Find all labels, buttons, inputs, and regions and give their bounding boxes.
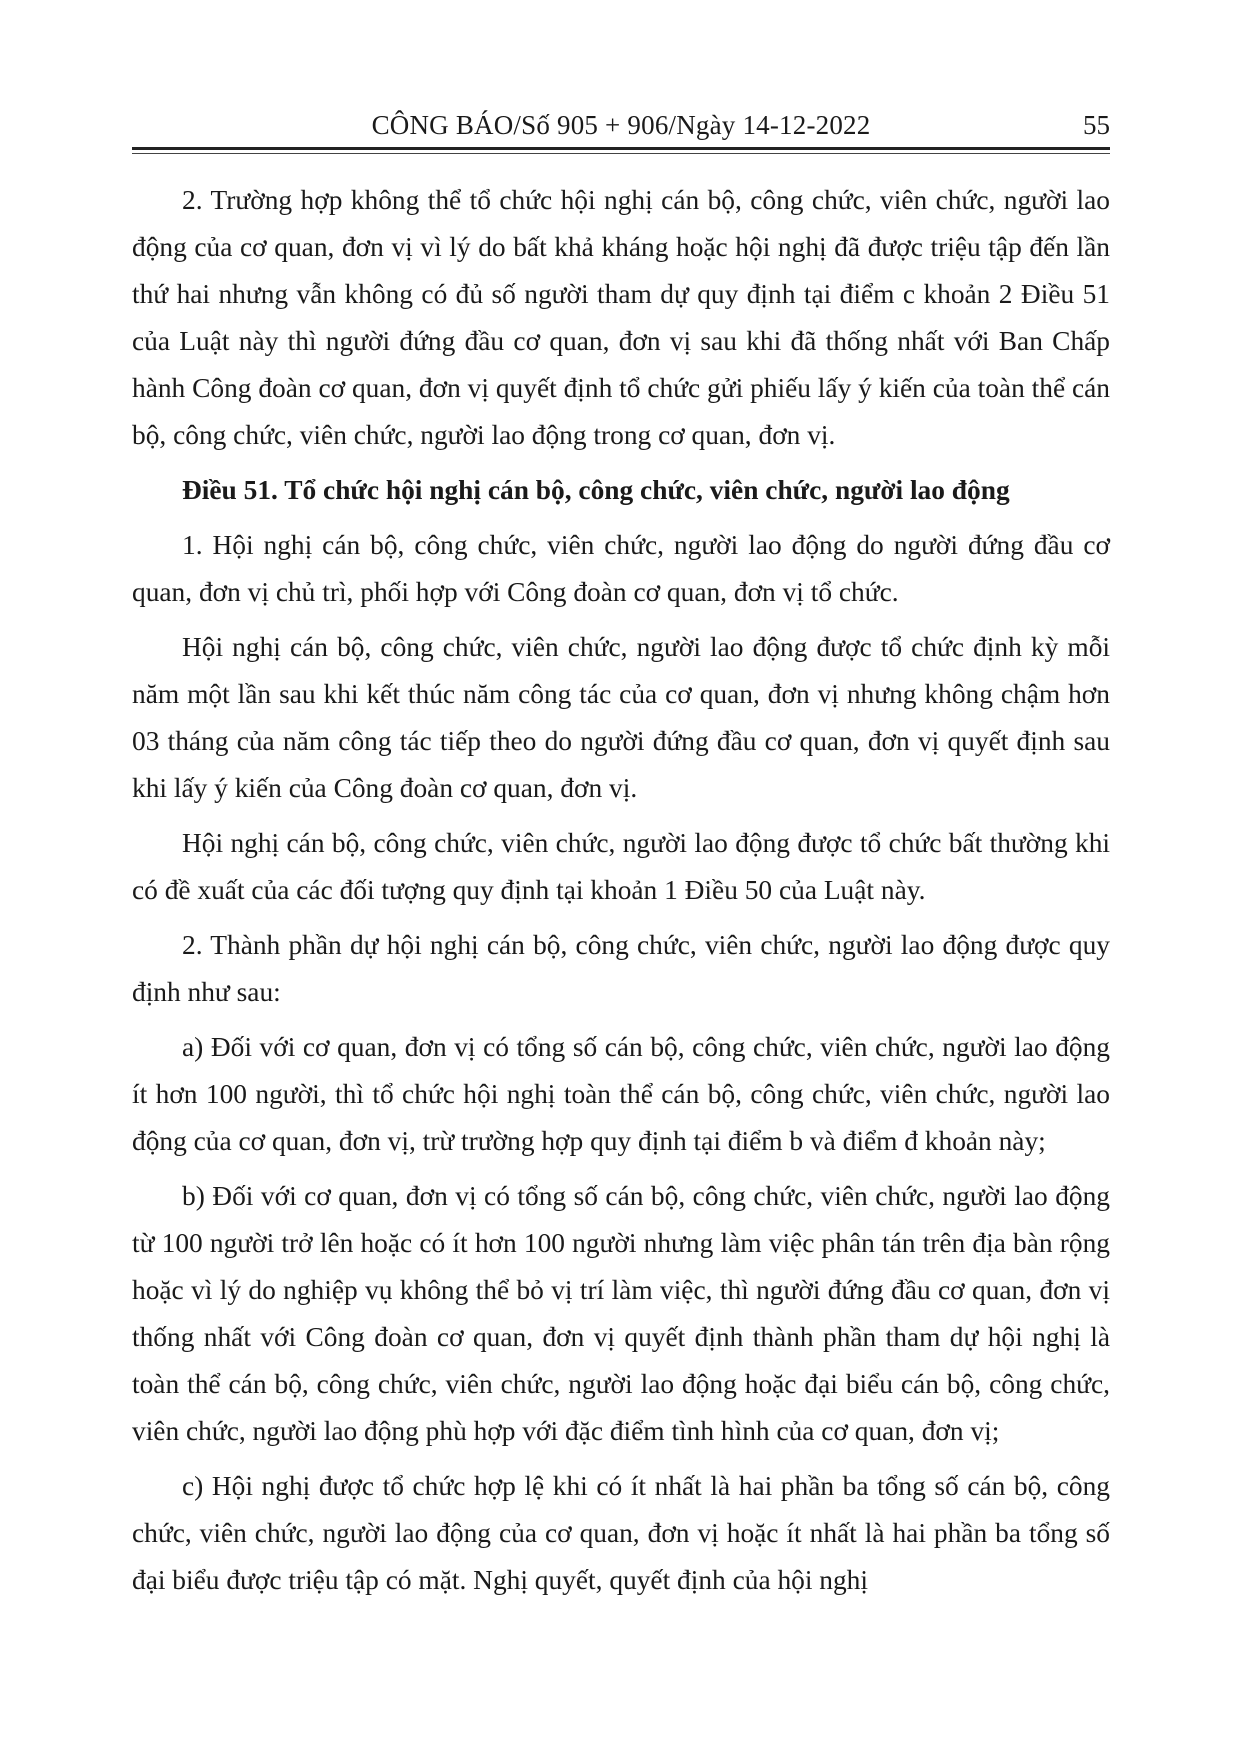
paragraph-clause-2: 2. Thành phần dự hội nghị cán bộ, công chức, viên chức, người lao động được quy định như sau: xyxy=(132,930,1110,1007)
paragraph-clause-1: 1. Hội nghị cán bộ, công chức, viên chức, người lao động do người đứng đầu cơ quan, đơn vị chủ trì, phối hợp với Công đoàn cơ quan, đơn vị tổ chức. xyxy=(132,530,1110,607)
paragraph-point-b: b) Đối với cơ quan, đơn vị có tổng số cán bộ, công chức, viên chức, người lao động từ 100 người trở lên hoặc có ít hơn 100 người nhưng làm việc phân tán trên địa bàn rộng hoặc vì lý do nghiệp vụ không thể bỏ vị trí làm việc, thì người đứng đầu cơ quan, đơn vị thống nhất với Công đoàn cơ quan, đơn vị quyết định thành phần tham dự hội nghị là toàn thể cán bộ, công chức, viên chức, người lao động hoặc đại biểu cán bộ, công chức, viên chức, người lao động phù hợp với đặc điểm tình hình của cơ quan, đơn vị; xyxy=(132,1181,1110,1446)
header-rule-thin xyxy=(132,153,1110,154)
paragraph-clause-2-art-50: 2. Trường hợp không thể tổ chức hội nghị cán bộ, công chức, viên chức, người lao động của cơ quan, đơn vị vì lý do bất khả kháng hoặc hội nghị đã được triệu tập đến lần thứ hai nhưng vẫn không có đủ số người tham dự quy định tại điểm c khoản 2 Điều 51 của Luật này thì người đứng đầu cơ quan, đơn vị sau khi đã thống nhất với Ban Chấp hành Công đoàn cơ quan, đơn vị quyết định tổ chức gửi phiếu lấy ý kiến của toàn thể cán bộ, công chức, viên chức, người lao động trong cơ quan, đơn vị. xyxy=(132,185,1110,450)
gazette-header-title: CÔNG BÁO/Số 905 + 906/Ngày 14-12-2022 xyxy=(371,110,871,140)
paragraph-periodic-conference: Hội nghị cán bộ, công chức, viên chức, người lao động được tổ chức định kỳ mỗi năm một lần sau khi kết thúc năm công tác của cơ quan, đơn vị nhưng không chậm hơn 03 tháng của năm công tác tiếp theo do người đứng đầu cơ quan, đơn vị quyết định sau khi lấy ý kiến của Công đoàn cơ quan, đơn vị. xyxy=(132,632,1110,803)
paragraph-point-a: a) Đối với cơ quan, đơn vị có tổng số cán bộ, công chức, viên chức, người lao động ít hơn 100 người, thì tổ chức hội nghị toàn thể cán bộ, công chức, viên chức, người lao động của cơ quan, đơn vị, trừ trường hợp quy định tại điểm b và điểm đ khoản này; xyxy=(132,1032,1110,1156)
header-rule-thick xyxy=(132,147,1110,150)
article-51-heading: Điều 51. Tổ chức hội nghị cán bộ, công chức, viên chức, người lao động xyxy=(182,475,1010,505)
paragraph-point-c: c) Hội nghị được tổ chức hợp lệ khi có ít nhất là hai phần ba tổng số cán bộ, công chức, viên chức, người lao động của cơ quan, đơn vị hoặc ít nhất là hai phần ba tổng số đại biểu được triệu tập có mặt. Nghị quyết, quyết định của hội nghị xyxy=(132,1471,1110,1595)
page-number: 55 xyxy=(1083,110,1110,140)
paragraph-extraordinary-conference: Hội nghị cán bộ, công chức, viên chức, người lao động được tổ chức bất thường khi có đề xuất của các đối tượng quy định tại khoản 1 Điều 50 của Luật này. xyxy=(132,828,1110,905)
document-body xyxy=(132,177,1110,1612)
page-header xyxy=(132,108,1110,148)
